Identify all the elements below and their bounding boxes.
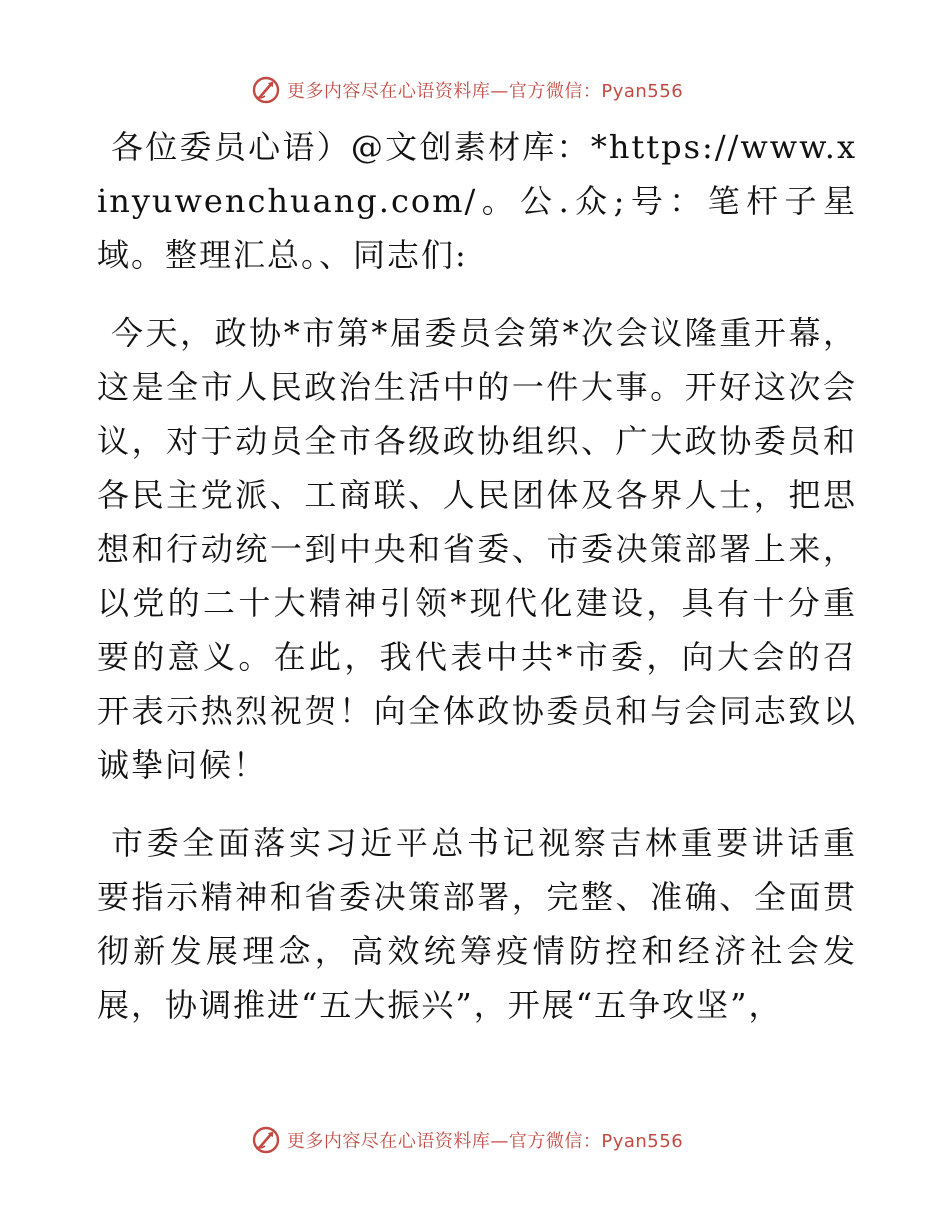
document-body <box>97 120 857 1056</box>
document-paragraph-3: 市委全面落实习近平总书记视察吉林重要讲话重要指示精神和省委决策部署，完整、准确、全面贯彻新发展理念，高效统筹疫情防控和经济社会发展，协调推进“五大振兴”，开展“五争攻坚”， <box>97 824 857 1024</box>
header-watermark-banner <box>0 70 950 110</box>
quill-pen-logo-icon <box>251 75 281 105</box>
banner-text: 更多内容尽在心语资料库—官方微信：Pyan556 <box>286 1131 684 1152</box>
footer-watermark-banner <box>0 1120 950 1160</box>
quill-pen-logo-icon <box>251 1125 281 1155</box>
banner-text: 更多内容尽在心语资料库—官方微信：Pyan556 <box>286 81 684 102</box>
document-paragraph-1: 各位委员心语）@文创素材库：*https://www.xinyuwenchuang.com/。公.众;号：笔杆子星域。整理汇总。、同志们: <box>97 128 857 274</box>
document-paragraph-2: 今天，政协*市第*届委员会第*次会议隆重开幕，这是全市人民政治生活中的一件大事。开好这次会议，对于动员全市各级政协组织、广大政协委员和各民主党派、工商联、人民团体及各界人士，把思想和行动统一到中央和省委、市委决策部署上来，以党的二十大精神引领*现代化建设，具有十分重要的意义。在此，我代表中共*市委，向大会的召开表示热烈祝贺！向全体政协委员和与会同志致以诚挚问候！ <box>97 314 857 784</box>
